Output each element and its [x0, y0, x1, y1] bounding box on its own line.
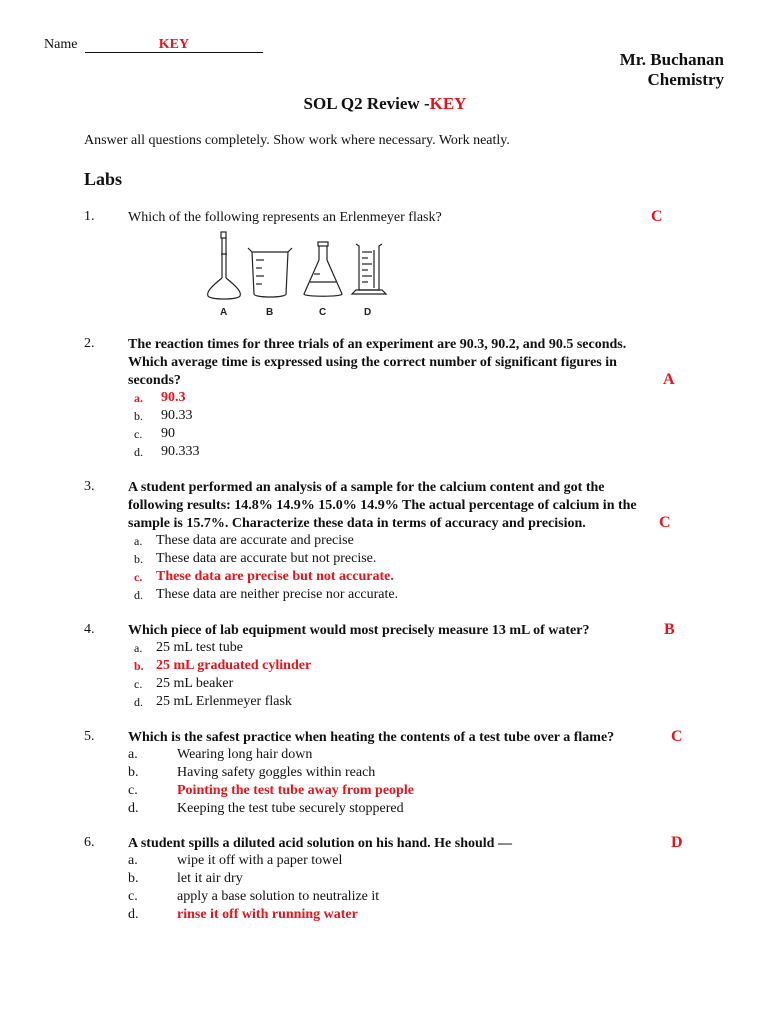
option-letter: c. — [134, 677, 143, 691]
volumetric-flask-icon — [208, 232, 241, 299]
option-letter: d. — [128, 801, 139, 816]
option-text: 90 — [161, 426, 175, 441]
option-letter: a. — [128, 747, 138, 762]
page-title — [0, 94, 770, 114]
option-item — [134, 407, 434, 425]
option-item — [134, 568, 494, 586]
glass-label-c: C — [319, 307, 327, 318]
option-letter: a. — [128, 853, 138, 868]
question-number: 3. — [84, 479, 95, 494]
option-item — [134, 693, 434, 711]
glass-label-a: A — [220, 307, 228, 318]
instructions: Answer all questions completely. Show work where necessary. Work neatly. — [84, 133, 510, 148]
glass-label-b: B — [266, 307, 274, 318]
option-letter: d. — [134, 588, 143, 602]
teacher-name: Mr. Buchanan — [619, 50, 724, 69]
question-number: 4. — [84, 622, 95, 637]
option-letter: b. — [134, 552, 143, 566]
question-line: Which average time is expressed using the correct number of significant figures in — [128, 355, 617, 370]
question-line: sample is 15.7%. Characterize these data in terms of accuracy and precision. — [128, 516, 586, 531]
name-label: Name — [44, 37, 78, 52]
graduated-cylinder-icon — [352, 244, 386, 294]
option-item — [128, 852, 528, 870]
name-value: KEY — [85, 37, 263, 53]
option-text: These data are accurate and precise — [156, 533, 354, 548]
option-text: 25 mL Erlenmeyer flask — [156, 694, 292, 709]
answer-key: C — [651, 208, 663, 225]
erlenmeyer-flask-icon — [304, 242, 342, 296]
option-item — [134, 639, 434, 657]
option-item — [134, 532, 494, 550]
option-text: These data are accurate but not precise. — [156, 551, 377, 566]
answer-key: A — [663, 371, 675, 388]
title-main: SOL Q2 Review - — [303, 94, 430, 113]
section-heading: Labs — [84, 169, 123, 189]
options-list — [134, 639, 434, 711]
glassware-image — [196, 230, 396, 320]
option-text: 90.333 — [161, 444, 200, 459]
option-letter: c. — [128, 889, 138, 904]
question-text — [128, 336, 626, 390]
option-item — [128, 746, 528, 764]
option-letter: d. — [134, 695, 143, 709]
option-letter: c. — [128, 783, 138, 798]
option-text: wipe it off with a paper towel — [177, 853, 343, 868]
option-item — [134, 425, 434, 443]
option-letter: d. — [128, 907, 139, 922]
option-item — [134, 550, 494, 568]
options-list — [128, 852, 528, 924]
answer-key: C — [659, 514, 671, 531]
answer-key: D — [671, 834, 683, 851]
option-text: let it air dry — [177, 871, 243, 886]
options-list — [134, 532, 494, 604]
option-text: Pointing the test tube away from people — [177, 783, 414, 798]
option-item — [128, 906, 528, 924]
option-item — [134, 443, 434, 461]
question-text — [128, 479, 637, 533]
title-key: KEY — [429, 94, 467, 113]
option-letter: b. — [134, 659, 144, 673]
question-text: Which piece of lab equipment would most precisely measure 13 mL of water? — [128, 623, 590, 638]
question-line: A student performed an analysis of a sample for the calcium content and got the — [128, 480, 605, 495]
question-text: Which is the safest practice when heating the contents of a test tube over a flame? — [128, 730, 615, 745]
option-text: These data are neither precise nor accurate. — [156, 587, 399, 602]
options-list — [128, 746, 528, 818]
name-field — [44, 37, 263, 53]
subject-name: Chemistry — [647, 70, 724, 89]
question-line: following results: 14.8% 14.9% 15.0% 14.9% The actual percentage of calcium in the — [128, 498, 637, 513]
option-letter: b. — [134, 409, 143, 423]
option-text: 25 mL graduated cylinder — [156, 658, 312, 673]
option-letter: c. — [134, 570, 143, 584]
teacher-block — [620, 50, 724, 90]
option-text: 90.33 — [161, 408, 193, 423]
question-number: 5. — [84, 729, 95, 744]
option-item — [128, 764, 528, 782]
option-item — [134, 586, 494, 604]
option-letter: d. — [134, 445, 143, 459]
option-item — [134, 657, 434, 675]
option-item — [128, 888, 528, 906]
option-item — [134, 389, 434, 407]
option-letter: a. — [134, 391, 143, 405]
option-text: 25 mL test tube — [156, 640, 243, 655]
option-letter: c. — [134, 427, 143, 441]
option-item — [128, 782, 528, 800]
options-list — [134, 389, 434, 461]
option-letter: a. — [134, 641, 143, 655]
question-text: A student spills a diluted acid solution on his hand. He should — — [128, 836, 512, 851]
option-text: Wearing long hair down — [177, 747, 313, 762]
option-letter: b. — [128, 765, 139, 780]
question-line: The reaction times for three trials of an experiment are 90.3, 90.2, and 90.5 seconds. — [128, 337, 627, 352]
option-letter: a. — [134, 534, 143, 548]
question-line: seconds? — [128, 373, 181, 388]
beaker-icon — [248, 248, 292, 297]
glass-label-d: D — [364, 307, 372, 318]
option-text: apply a base solution to neutralize it — [177, 889, 380, 904]
option-text: 25 mL beaker — [156, 676, 234, 691]
answer-key: C — [671, 728, 683, 745]
option-item — [128, 870, 528, 888]
option-letter: b. — [128, 871, 139, 886]
option-item — [128, 800, 528, 818]
option-text: Having safety goggles within reach — [177, 765, 376, 780]
option-text: Keeping the test tube securely stoppered — [177, 801, 404, 816]
question-number: 6. — [84, 835, 95, 850]
question-number: 1. — [84, 209, 95, 224]
option-text: 90.3 — [161, 390, 186, 405]
option-item — [134, 675, 434, 693]
option-text: rinse it off with running water — [177, 907, 358, 922]
question-text: Which of the following represents an Erlenmeyer flask? — [128, 210, 442, 225]
option-text: These data are precise but not accurate. — [156, 569, 394, 584]
question-number: 2. — [84, 336, 95, 351]
answer-key: B — [664, 621, 675, 638]
